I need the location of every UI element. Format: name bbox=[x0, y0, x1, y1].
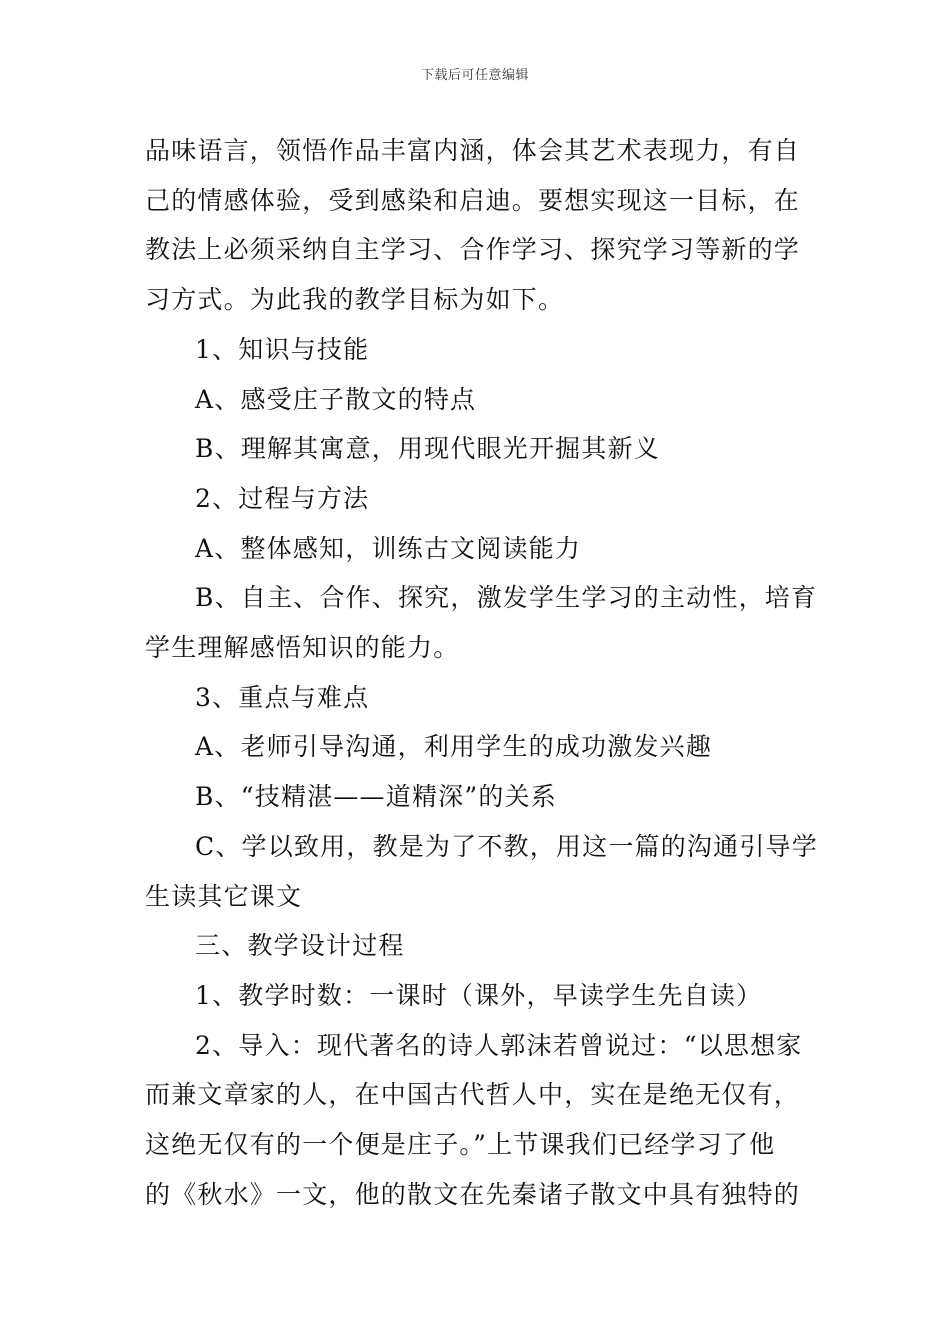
text-line: 这绝无仅有的一个便是庄子。”上节课我们已经学习了他 bbox=[145, 1130, 776, 1160]
text-line: 习方式。为此我的教学目标为如下。 bbox=[145, 285, 565, 315]
list-item: A、感受庄子散文的特点 bbox=[195, 384, 477, 414]
list-item: B、“技精湛——道精深”的关系 bbox=[195, 782, 557, 812]
text-line: 己的情感体验，受到感染和启迪。要想实现这一目标，在 bbox=[145, 185, 801, 215]
list-item: A、老师引导沟通，利用学生的成功激发兴趣 bbox=[195, 732, 713, 762]
text-line: 学生理解感悟知识的能力。 bbox=[145, 633, 460, 663]
list-item: 1、教学时数：一课时（课外，早读学生先自读） bbox=[195, 980, 763, 1010]
section-heading: 2、过程与方法 bbox=[195, 483, 370, 513]
section-heading: 3、重点与难点 bbox=[195, 682, 370, 712]
list-item: B、理解其寓意，用现代眼光开掘其新义 bbox=[195, 434, 660, 464]
text-line: 教法上必须采纳自主学习、合作学习、探究学习等新的学 bbox=[145, 235, 801, 265]
text-line: 品味语言，领悟作品丰富内涵，体会其艺术表现力，有自 bbox=[145, 136, 801, 165]
text-line: 生读其它课文 bbox=[145, 881, 303, 911]
section-heading: 三、教学设计过程 bbox=[195, 931, 405, 961]
list-item: 2、导入：现代著名的诗人郭沫若曾说过：“以思想家 bbox=[195, 1030, 803, 1060]
text-line: 的《秋水》一文，他的散文在先秦诸子散文中具有独特的 bbox=[145, 1179, 801, 1209]
text-line: 而兼文章家的人，在中国古代哲人中，实在是绝无仅有， bbox=[145, 1080, 801, 1110]
list-item: A、整体感知，训练古文阅读能力 bbox=[195, 533, 582, 563]
list-item: C、学以致用，教是为了不教，用这一篇的沟通引导学 bbox=[195, 831, 818, 861]
list-item: B、自主、合作、探究，激发学生学习的主动性，培育 bbox=[195, 583, 818, 613]
page-header-note: 下载后可任意编辑 bbox=[420, 68, 529, 83]
document-body bbox=[145, 126, 818, 1219]
section-heading: 1、知识与技能 bbox=[195, 334, 370, 364]
